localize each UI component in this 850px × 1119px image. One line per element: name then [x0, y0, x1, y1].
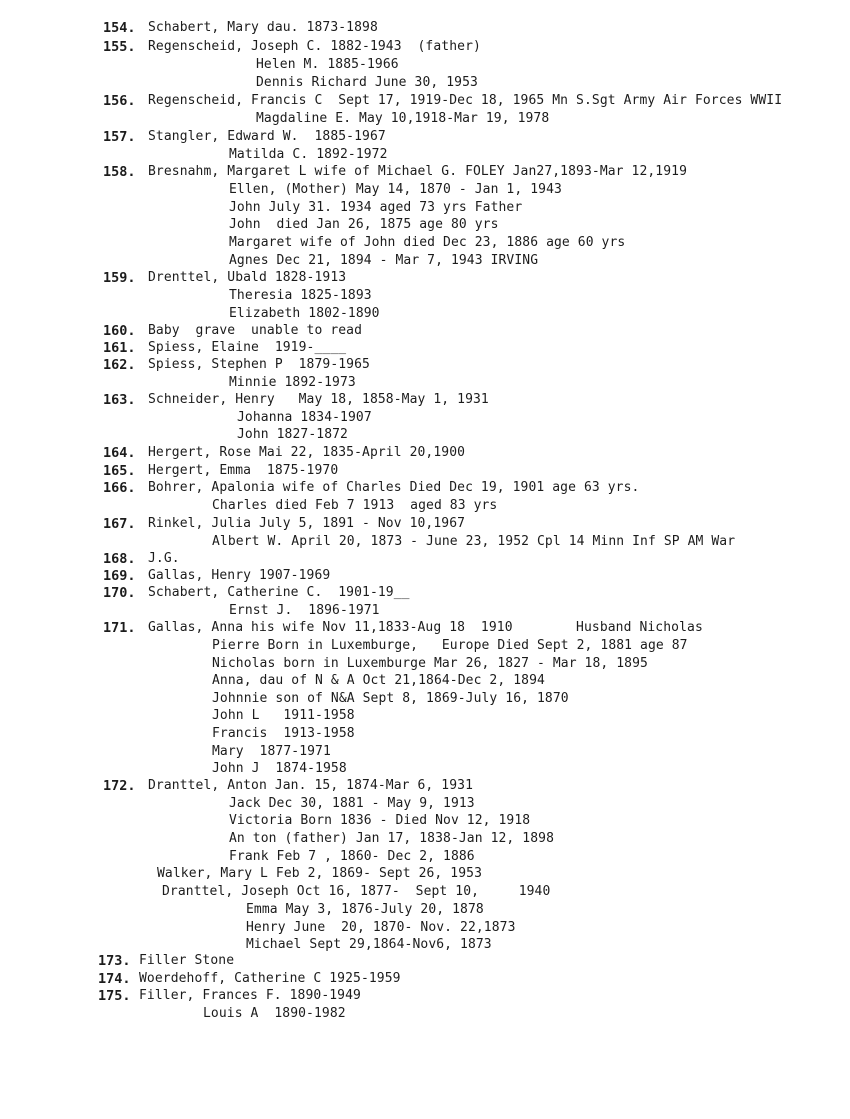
entry-sub-line: John 1827-1872 — [237, 427, 348, 442]
entry-sub-line: Dranttel, Joseph Oct 16, 1877- Sept 10, 1940 — [162, 884, 551, 899]
entry-sub-line: Louis A 1890-1982 — [203, 1006, 346, 1021]
entry-sub-line: Emma May 3, 1876-July 20, 1878 — [246, 902, 484, 917]
entry-sub-line: Francis 1913-1958 — [212, 726, 355, 741]
entry-primary-line: J.G. — [148, 551, 180, 566]
entry-sub-line: John July 31. 1934 aged 73 yrs Father — [229, 200, 523, 215]
entry-primary-line: Gallas, Anna his wife Nov 11,1833-Aug 18 1910 Husband Nicholas — [148, 620, 703, 635]
entry-primary-line: Schneider, Henry May 18, 1858-May 1, 1931 — [148, 392, 489, 407]
entry-primary-line: Regenscheid, Francis C Sept 17, 1919-Dec 18, 1965 Mn S.Sgt Army Air Forces WWII — [148, 93, 783, 108]
entry-sub-line: Matilda C. 1892-1972 — [229, 147, 388, 162]
entry-number: 156. — [103, 93, 136, 109]
entry-sub-line: Magdaline E. May 10,1918-Mar 19, 1978 — [256, 111, 550, 126]
entry-primary-line: Stangler, Edward W. 1885-1967 — [148, 129, 386, 144]
entry-primary-line: Spiess, Elaine 1919-____ — [148, 340, 347, 355]
entry-number: 154. — [103, 20, 136, 36]
entry-sub-line: Frank Feb 7 , 1860- Dec 2, 1886 — [229, 849, 475, 864]
entry-number: 170. — [103, 585, 136, 601]
entry-sub-line: Albert W. April 20, 1873 - June 23, 1952 Cpl 14 Minn Inf SP AM War — [212, 534, 736, 549]
entry-sub-line: Minnie 1892-1973 — [229, 375, 356, 390]
entry-sub-line: Charles died Feb 7 1913 aged 83 yrs — [212, 498, 498, 513]
entry-sub-line: Michael Sept 29,1864-Nov6, 1873 — [246, 937, 492, 952]
entry-primary-line: Schabert, Mary dau. 1873-1898 — [148, 20, 378, 35]
entry-sub-line: Nicholas born in Luxemburge Mar 26, 1827 - Mar 18, 1895 — [212, 656, 648, 671]
entry-number: 163. — [103, 392, 136, 408]
entry-sub-line: Jack Dec 30, 1881 - May 9, 1913 — [229, 796, 475, 811]
entry-number: 174. — [98, 971, 131, 987]
entry-sub-line: Ernst J. 1896-1971 — [229, 603, 380, 618]
entry-primary-line: Spiess, Stephen P 1879-1965 — [148, 357, 370, 372]
entry-sub-line: Johanna 1834-1907 — [237, 410, 372, 425]
entry-sub-line: Margaret wife of John died Dec 23, 1886 age 60 yrs — [229, 235, 626, 250]
entry-sub-line: Victoria Born 1836 - Died Nov 12, 1918 — [229, 813, 531, 828]
entry-sub-line: Agnes Dec 21, 1894 - Mar 7, 1943 IRVING — [229, 253, 539, 268]
entry-sub-line: Henry June 20, 1870- Nov. 22,1873 — [246, 920, 516, 935]
entry-sub-line: John J 1874-1958 — [212, 761, 347, 776]
entry-sub-line: Johnnie son of N&A Sept 8, 1869-July 16, 1870 — [212, 691, 569, 706]
entry-number: 162. — [103, 357, 136, 373]
entry-number: 157. — [103, 129, 136, 145]
entry-sub-line: Pierre Born in Luxemburge, Europe Died Sept 2, 1881 age 87 — [212, 638, 688, 653]
entry-primary-line: Regenscheid, Joseph C. 1882-1943 (father) — [148, 39, 481, 54]
entry-number: 165. — [103, 463, 136, 479]
entry-primary-line: Filler Stone — [139, 953, 235, 968]
entry-number: 171. — [103, 620, 136, 636]
entry-number: 161. — [103, 340, 136, 356]
entry-number: 172. — [103, 778, 136, 794]
entry-sub-line: Anna, dau of N & A Oct 21,1864-Dec 2, 1894 — [212, 673, 545, 688]
entry-primary-line: Hergert, Emma 1875-1970 — [148, 463, 339, 478]
entry-sub-line: John L 1911-1958 — [212, 708, 355, 723]
entry-number: 159. — [103, 270, 136, 286]
entry-sub-line: An ton (father) Jan 17, 1838-Jan 12, 1898 — [229, 831, 554, 846]
entry-number: 175. — [98, 988, 131, 1004]
entry-primary-line: Baby grave unable to read — [148, 323, 363, 338]
entry-primary-line: Dranttel, Anton Jan. 15, 1874-Mar 6, 1931 — [148, 778, 473, 793]
entry-number: 164. — [103, 445, 136, 461]
entry-sub-line: Dennis Richard June 30, 1953 — [256, 75, 478, 90]
entry-number: 168. — [103, 551, 136, 567]
entry-primary-line: Rinkel, Julia July 5, 1891 - Nov 10,1967 — [148, 516, 466, 531]
entry-primary-line: Woerdehoff, Catherine C 1925-1959 — [139, 971, 401, 986]
entry-sub-line: Mary 1877-1971 — [212, 744, 331, 759]
entry-sub-line: Walker, Mary L Feb 2, 1869- Sept 26, 1953 — [157, 866, 482, 881]
entry-number: 173. — [98, 953, 131, 969]
entry-primary-line: Hergert, Rose Mai 22, 1835-April 20,1900 — [148, 445, 466, 460]
entry-sub-line: Helen M. 1885-1966 — [256, 57, 399, 72]
entry-primary-line: Bohrer, Apalonia wife of Charles Died Dec 19, 1901 age 63 yrs. — [148, 480, 640, 495]
entry-primary-line: Drenttel, Ubald 1828-1913 — [148, 270, 347, 285]
entry-primary-line: Schabert, Catherine C. 1901-19__ — [148, 585, 410, 600]
entry-number: 166. — [103, 480, 136, 496]
entry-primary-line: Filler, Frances F. 1890-1949 — [139, 988, 361, 1003]
entry-primary-line: Bresnahm, Margaret L wife of Michael G. FOLEY Jan27,1893-Mar 12,1919 — [148, 164, 688, 179]
entry-sub-line: John died Jan 26, 1875 age 80 yrs — [229, 217, 499, 232]
entry-number: 167. — [103, 516, 136, 532]
entry-number: 155. — [103, 39, 136, 55]
entry-sub-line: Theresia 1825-1893 — [229, 288, 372, 303]
entry-number: 160. — [103, 323, 136, 339]
entry-sub-line: Ellen, (Mother) May 14, 1870 - Jan 1, 1943 — [229, 182, 562, 197]
entry-number: 158. — [103, 164, 136, 180]
entry-primary-line: Gallas, Henry 1907-1969 — [148, 568, 331, 583]
entry-number: 169. — [103, 568, 136, 584]
entry-sub-line: Elizabeth 1802-1890 — [229, 306, 380, 321]
